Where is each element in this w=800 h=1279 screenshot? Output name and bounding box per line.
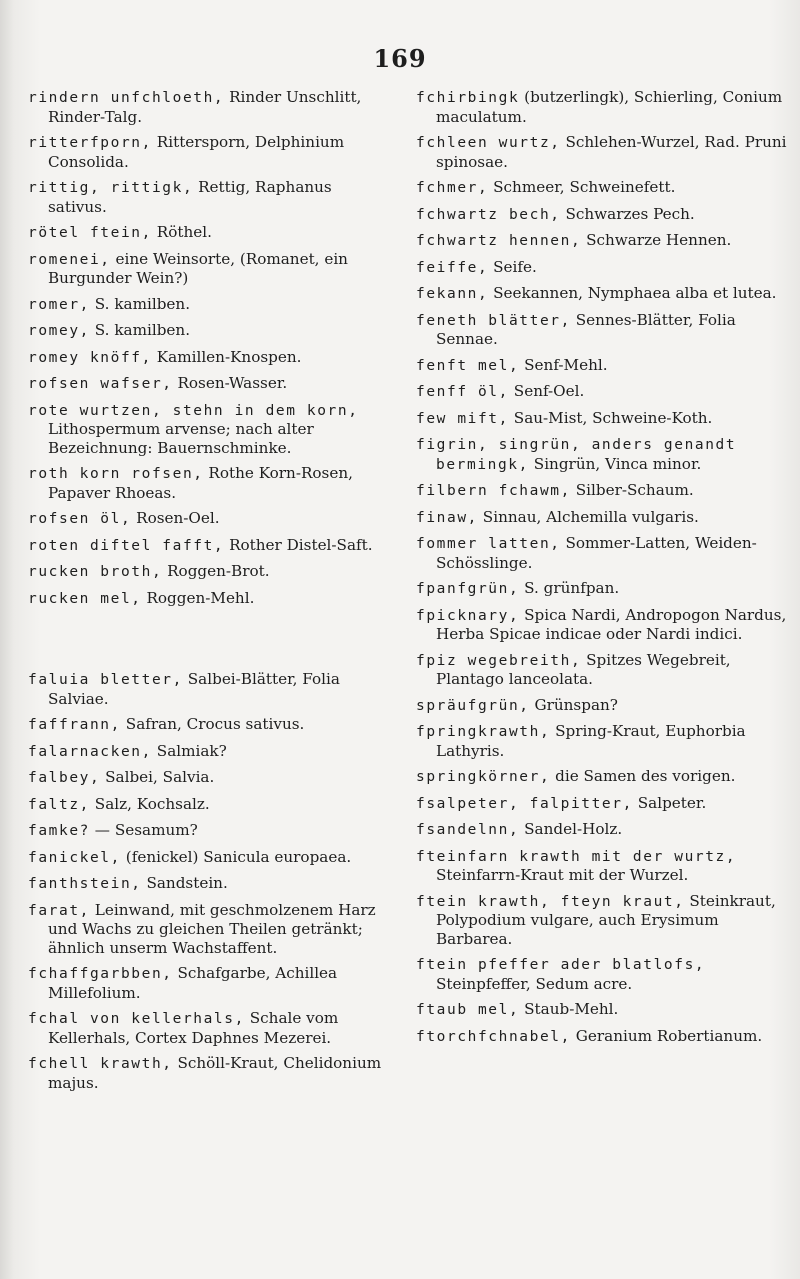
dictionary-entry <box>28 536 383 556</box>
dictionary-entry <box>28 964 383 1002</box>
entry-headword: ftein krawth, fteyn kraut, <box>416 893 685 910</box>
left-column <box>28 88 383 1099</box>
dictionary-entry <box>416 356 788 376</box>
dictionary-entry <box>416 767 788 787</box>
entry-headword: fenff öl, <box>416 384 509 400</box>
entry-headword: fpanfgrün, <box>416 581 520 597</box>
dictionary-entry <box>28 321 383 341</box>
entry-gloss: Lithospermum arvense; nach alter Bezeichnung: Bauernschminke. <box>48 420 314 457</box>
entry-headword: fchirbingk <box>416 90 520 106</box>
entry-gloss: Sau-Mist, Schweine-Koth. <box>508 408 713 427</box>
dictionary-entry <box>28 178 383 216</box>
entry-headword: romenei, <box>28 251 111 268</box>
entry-gloss: Staub-Mehl. <box>519 1000 619 1018</box>
entry-headword: fpiz wegebreith, <box>416 652 582 669</box>
entry-headword: rötel ftein, <box>28 225 152 241</box>
entry-gloss: Schmeer, Schweinefett. <box>488 178 676 196</box>
entry-headword: faltz, <box>28 796 90 813</box>
dictionary-entry <box>416 205 788 225</box>
entry-headword: fommer latten, <box>416 536 561 552</box>
dictionary-entry <box>416 382 788 402</box>
entry-gloss: Sennes-Blätter, Folia Sennae. <box>436 310 736 348</box>
dictionary-entry <box>416 481 788 501</box>
entry-gloss: Steinkraut, Polypodium vulgare, auch Erysimum Barbarea. <box>436 891 776 948</box>
entry-gloss: Schwarzes Pech. <box>560 204 695 223</box>
dictionary-entry <box>416 409 788 429</box>
entry-gloss: Rothe Korn-Rosen, Papaver Rhoeas. <box>48 464 353 502</box>
entry-gloss: Spitzes Wegebreit, Plantago lanceolata. <box>436 650 731 688</box>
entry-headword: fchleen wurtz, <box>416 135 561 151</box>
entry-headword: romer, <box>28 296 90 313</box>
entry-gloss: (fenickel) Sanicula europaea. <box>120 847 352 866</box>
dictionary-entry <box>416 88 788 126</box>
entry-gloss: S. kamilben. <box>89 321 191 339</box>
dictionary-entry <box>416 606 788 644</box>
dictionary-entry <box>416 231 788 251</box>
entry-headword: finaw, <box>416 509 478 526</box>
entry-gloss: Spring-Kraut, Euphorbia Lathyris. <box>436 722 746 760</box>
dictionary-entry <box>416 1000 788 1020</box>
entry-headword: fchwartz bech, <box>416 206 561 223</box>
entry-gloss: Steinpfeffer, Sedum acre. <box>436 974 633 993</box>
entry-gloss: Rittersporn, Delphinium Consolida. <box>48 133 345 171</box>
entry-headword: springkörner, <box>416 769 551 785</box>
dictionary-entry <box>28 509 383 529</box>
dictionary-entry <box>416 722 788 760</box>
entry-headword: fchmer, <box>416 180 489 196</box>
entry-headword: fanickel, <box>28 849 121 866</box>
entry-headword: rofsen wafser, <box>28 376 173 392</box>
entry-headword: faluia bletter, <box>28 672 183 688</box>
entry-headword: figrin, singrün, anders genandt bermingk, <box>416 437 737 473</box>
dictionary-entry <box>28 821 383 841</box>
dictionary-entry <box>416 284 788 304</box>
dictionary-entry <box>28 401 383 458</box>
dictionary-entry <box>28 874 383 894</box>
dictionary-entry <box>416 508 788 528</box>
entry-gloss: Schöll-Kraut, Chelidonium majus. <box>48 1054 382 1092</box>
dictionary-entry <box>28 742 383 762</box>
entry-headword: roten diftel fafft, <box>28 537 225 554</box>
entry-gloss: Rosen-Oel. <box>131 509 220 527</box>
entry-gloss: Rettig, Raphanus sativus. <box>48 178 332 216</box>
entry-gloss: Seekannen, Nymphaea alba et lutea. <box>488 284 777 302</box>
dictionary-entry <box>416 178 788 198</box>
dictionary-entry <box>28 223 383 243</box>
entry-gloss: S. kamilben. <box>89 294 191 313</box>
dictionary-entry <box>416 892 788 949</box>
entry-gloss: (butzerlingk), Schierling, Conium maculatum. <box>436 88 783 126</box>
entry-gloss: Salpeter. <box>632 793 707 812</box>
entry-gloss: Roggen-Mehl. <box>141 588 255 607</box>
dictionary-entry <box>416 579 788 599</box>
entry-headword: fpringkrawth, <box>416 724 551 740</box>
entry-headword: spräufgrün, <box>416 697 530 714</box>
page-number: 169 <box>373 44 427 73</box>
dictionary-entry <box>28 901 383 958</box>
entry-gloss: Schlehen-Wurzel, Rad. Pruni spinosae. <box>436 133 787 171</box>
entry-gloss: Leinwand, mit geschmolzenem Harz und Wachs zu gleichen Theilen getränkt; ähnlich unserm Wachstaffent. <box>48 900 376 957</box>
entry-gloss: Seife. <box>488 257 537 276</box>
dictionary-entry <box>416 847 788 885</box>
dictionary-entry <box>416 794 788 814</box>
entry-headword: rindern unfchloeth, <box>28 90 225 106</box>
entry-headword: rittig, rittigk, <box>28 180 194 196</box>
entry-gloss: Silber-Schaum. <box>570 481 694 499</box>
entry-gloss: Steinfarrn-Kraut mit der Wurzel. <box>436 866 689 884</box>
entry-headword: rofsen öl, <box>28 511 132 527</box>
entry-gloss: Roggen-Brot. <box>162 562 270 580</box>
dictionary-entry <box>28 464 383 502</box>
dictionary-entry <box>28 1054 383 1092</box>
entry-headword: ftaub mel, <box>416 1002 520 1018</box>
dictionary-entry <box>416 696 788 716</box>
entry-headword: rucken broth, <box>28 564 163 580</box>
entry-headword: fchaffgarbben, <box>28 966 173 982</box>
entry-gloss: Röthel. <box>151 223 212 241</box>
entry-gloss: Salz, Kochsalz. <box>89 794 210 813</box>
entry-gloss: Schale vom Kellerhals, Cortex Daphnes Mezerei. <box>48 1009 339 1047</box>
entry-headword: ftorchfchnabel, <box>416 1028 571 1045</box>
entry-gloss: Sommer-Latten, Weiden-Schösslinge. <box>436 534 757 572</box>
entry-headword: romey, <box>28 323 90 339</box>
entry-headword: romey knöff, <box>28 349 152 366</box>
entry-gloss: Sandstein. <box>141 874 228 892</box>
entry-gloss: Grünspan? <box>529 695 618 714</box>
dictionary-entry <box>416 1027 788 1047</box>
entry-gloss: Singrün, Vinca minor. <box>528 454 702 473</box>
entry-gloss: Senf-Oel. <box>508 382 585 400</box>
entry-gloss: Sinnau, Alchemilla vulgaris. <box>477 507 699 526</box>
dictionary-entry <box>28 562 383 582</box>
entry-headword: feiffe, <box>416 259 489 276</box>
dictionary-entry <box>416 955 788 993</box>
dictionary-entry <box>28 589 383 609</box>
dictionary-entry <box>28 88 383 126</box>
entry-gloss: Sandel-Holz. <box>519 820 623 838</box>
dictionary-entry <box>28 795 383 815</box>
dictionary-entry <box>416 651 788 689</box>
entry-headword: falbey, <box>28 770 101 786</box>
entry-headword: falarnacken, <box>28 743 152 760</box>
entry-gloss: — Sesamum? <box>89 821 198 839</box>
entry-gloss: Rother Distel-Saft. <box>224 535 373 554</box>
entry-headword: rucken mel, <box>28 590 142 607</box>
dictionary-entry <box>416 534 788 572</box>
dictionary-entry <box>416 435 788 474</box>
entry-headword: fsandelnn, <box>416 822 520 838</box>
entry-headword: feneth blätter, <box>416 312 571 329</box>
entry-headword: fenft mel, <box>416 357 520 374</box>
dictionary-entry <box>28 250 383 288</box>
entry-gloss: die Samen des vorigen. <box>550 767 736 785</box>
entry-gloss: Salmiak? <box>151 741 227 760</box>
entry-headword: roth korn rofsen, <box>28 466 204 482</box>
dictionary-entry <box>416 820 788 840</box>
entry-headword: fsalpeter, falpitter, <box>416 795 633 812</box>
dictionary-entry <box>28 715 383 735</box>
entry-headword: fteinfarn krawth mit der wurtz, <box>416 848 737 865</box>
entry-headword: farat, <box>28 902 90 919</box>
entry-headword: fchwartz hennen, <box>416 233 582 249</box>
dictionary-entry <box>416 258 788 278</box>
dictionary-entry <box>28 133 383 171</box>
entry-headword: few mift, <box>416 410 509 427</box>
entry-gloss: S. grünfpan. <box>519 579 620 597</box>
entry-gloss: Salbei-Blätter, Folia Salviae. <box>48 670 340 708</box>
entry-headword: fpicknary, <box>416 607 520 624</box>
entry-headword: faffrann, <box>28 717 121 733</box>
entry-headword: famke? <box>28 823 90 839</box>
entry-headword: fekann, <box>416 286 489 302</box>
entry-headword: filbern fchawm, <box>416 483 571 499</box>
dictionary-entry <box>28 374 383 394</box>
entry-gloss: Spica Nardi, Andropogon Nardus, Herba Spicae indicae oder Nardi indici. <box>436 605 787 643</box>
entry-headword: ritterfporn, <box>28 135 152 151</box>
entry-gloss: Geranium Robertianum. <box>570 1026 763 1045</box>
entry-gloss: eine Weinsorte, (Romanet, ein Burgunder Wein?) <box>48 249 348 287</box>
entry-headword: fchell krawth, <box>28 1056 173 1072</box>
entry-gloss: Schafgarbe, Achillea Millefolium. <box>48 964 338 1002</box>
dictionary-entry <box>28 1009 383 1047</box>
entry-gloss: Schwarze Hennen. <box>581 231 732 249</box>
dictionary-entry <box>28 295 383 315</box>
entry-gloss: Rosen-Wasser. <box>172 374 288 392</box>
entry-gloss: Senf-Mehl. <box>519 355 608 374</box>
dictionary-entry <box>28 768 383 788</box>
entry-headword: rote wurtzen, stehn in dem korn, <box>28 402 359 419</box>
dictionary-entry <box>28 848 383 868</box>
dictionary-entry <box>416 311 788 349</box>
entry-gloss: Kamillen-Knospen. <box>151 347 302 366</box>
right-column <box>416 88 788 1053</box>
dictionary-entry <box>28 670 383 708</box>
entry-gloss: Safran, Crocus sativus. <box>120 715 305 733</box>
entry-gloss: Salbei, Salvia. <box>100 768 215 786</box>
entry-headword: fanthstein, <box>28 876 142 892</box>
entry-headword: ftein pfeffer ader blatlofs, <box>416 957 706 973</box>
dictionary-entry <box>416 133 788 171</box>
entry-gloss: Rinder Unschlitt, Rinder-Talg. <box>48 88 362 126</box>
dictionary-entry <box>28 348 383 368</box>
entry-headword: fchal von kellerhals, <box>28 1011 245 1027</box>
